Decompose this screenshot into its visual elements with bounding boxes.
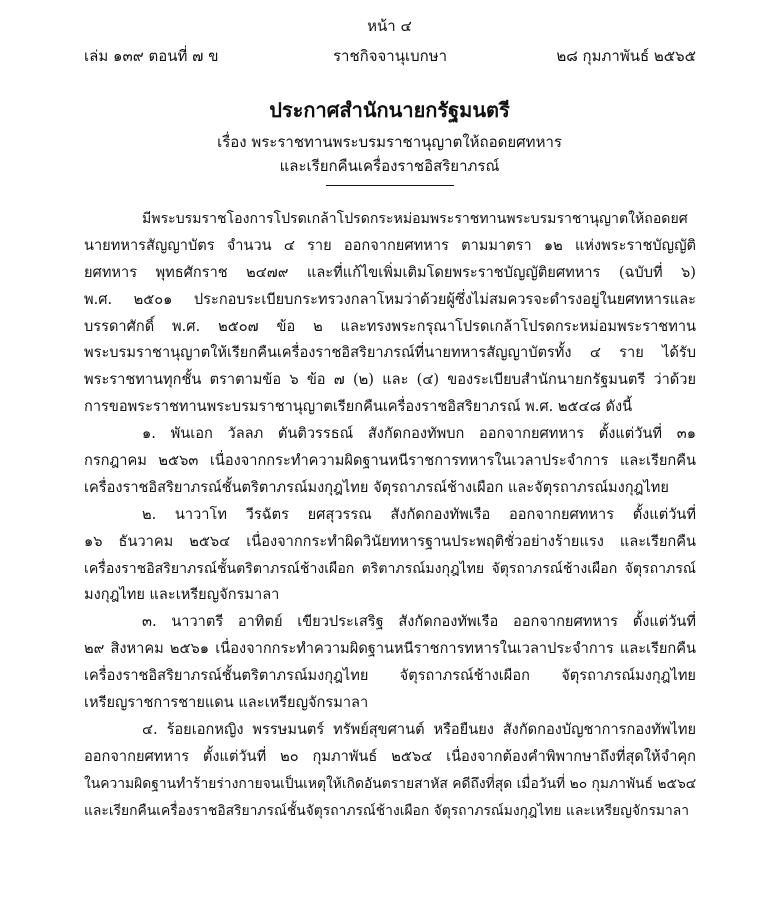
text-line: และเรียกคืนเครื่องราชอิสริยาภรณ์ชั้นจัตุรถาภรณ์ช้างเผือก จัตุรถาภรณ์มงกุฎไทย และเหรียญจักรมาลา	[84, 802, 690, 819]
item-paragraph-3	[84, 609, 696, 717]
subject-line-1: เรื่อง พระราชทานพระบรมราชานุญาตให้ถอดยศทหาร	[217, 133, 562, 151]
title-divider	[326, 185, 454, 186]
announcement-body	[84, 206, 696, 824]
text-line: พ.ศ. ๒๕๐๑ ประกอบระเบียบกระทรวงกลาโหมว่าด้วยผู้ซึ่งไม่สมควรจะดำรงอยู่ในยศทหารและ	[84, 290, 696, 308]
announcement-subject	[0, 130, 779, 178]
text-line: พระราชทานทุกชั้น ตราตามข้อ ๖ ข้อ ๗ (๒) และ (๔) ของระเบียบสำนักนายกรัฐมนตรี ว่าด้วย	[84, 371, 696, 389]
text-line: เครื่องราชอิสริยาภรณ์ชั้นตริตาภรณ์มงกุฎไทย จัตุรถาภรณ์ช้างเผือก และจัตุรถาภรณ์มงกุฎไทย	[84, 478, 669, 496]
text-line: ในความผิดฐานทำร้ายร่างกายจนเป็นเหตุให้เกิดอันตรายสาหัส คดีถึงที่สุด เมื่อวันที่ ๒๐ กุมภาพันธ์ ๒๕๖๔	[84, 775, 697, 792]
item-paragraph-1	[84, 421, 696, 502]
intro-paragraph	[84, 206, 696, 421]
item-paragraph-2	[84, 502, 696, 610]
text-line: ๒๙ สิงหาคม ๒๕๖๑ เนื่องจากกระทำความผิดฐานหนีราชการทหารในเวลาประจำการ และเรียกคืน	[84, 640, 696, 658]
subject-line-2: และเรียกคืนเครื่องราชอิสริยาภรณ์	[279, 157, 500, 175]
gazette-name: ราชกิจจานุเบกษา	[332, 47, 448, 65]
announcement-title: ประกาศสำนักนายกรัฐมนตรี	[269, 98, 510, 122]
text-line: บรรดาศักดิ์ พ.ศ. ๒๕๐๗ ข้อ ๒ และทรงพระกรุณาโปรดเกล้าโปรดกระหม่อมพระราชทาน	[84, 317, 696, 335]
text-line: ๓. นาวาตรี อาทิตย์ เขียวประเสริฐ สังกัดกองทัพเรือ ออกจากยศทหาร ตั้งแต่วันที่	[142, 613, 696, 631]
publication-date: ๒๘ กุมภาพันธ์ ๒๕๖๕	[556, 47, 696, 65]
text-line: มีพระบรมราชโองการโปรดเกล้าโปรดกระหม่อมพระราชทานพระบรมราชานุญาตให้ถอดยศ	[142, 211, 688, 227]
text-line: ยศทหาร พุทธศักราช ๒๔๗๙ และที่แก้ไขเพิ่มเติมโดยพระราชบัญญัติยศทหาร (ฉบับที่ ๖)	[84, 263, 696, 281]
text-line: เหรียญราชการชายแดน และเหรียญจักรมาลา	[84, 694, 369, 712]
text-line: ออกจากยศทหาร ตั้งแต่วันที่ ๒๐ กุมภาพันธ์ ๒๕๖๔ เนื่องจากต้องคำพิพากษาถึงที่สุดให้จำคุก	[84, 747, 696, 765]
volume-issue: เล่ม ๑๓๙ ตอนที่ ๗ ข	[84, 47, 219, 65]
text-line: นายทหารสัญญาบัตร จำนวน ๔ ราย ออกจากยศทหาร ตามมาตรา ๑๒ แห่งพระราชบัญญัติ	[84, 236, 696, 254]
item-paragraph-4	[84, 717, 696, 825]
text-line: ๑๖ ธันวาคม ๒๕๖๔ เนื่องจากกระทำผิดวินัยทหารฐานประพฤติชั่วอย่างร้ายแรง และเรียกคืน	[84, 532, 696, 550]
text-line: ๑. พันเอก วัลลภ ตันติวรรธณ์ สังกัดกองทัพบก ออกจากยศทหาร ตั้งแต่วันที่ ๓๑	[142, 425, 696, 443]
page-number: หน้า ๔	[367, 17, 412, 35]
text-line: กรกฎาคม ๒๕๖๓ เนื่องจากกระทำความผิดฐานหนีราชการทหารในเวลาประจำการ และเรียกคืน	[84, 452, 696, 470]
text-line: ๒. นาวาโท วีรฉัตร ยศสุวรรณ สังกัดกองทัพเรือ ออกจากยศทหาร ตั้งแต่วันที่	[142, 505, 696, 523]
text-line: เครื่องราชอิสริยาภรณ์ชั้นตริตาภรณ์ช้างเผือก ตริตาภรณ์มงกุฎไทย จัตุรถาภรณ์ช้างเผือก จัตุรถาภรณ์	[84, 560, 696, 577]
text-line: การขอพระราชทานพระบรมราชานุญาตเรียกคืนเครื่องราชอิสริยาภรณ์ พ.ศ. ๒๕๔๘ ดังนี้	[84, 398, 633, 416]
text-line: ๔. ร้อยเอกหญิง พรรษมนตร์ ทรัพย์สุขศานต์ หรือยืนยง สังกัดกองบัญชาการกองทัพไทย	[142, 720, 696, 738]
text-line: พระบรมราชานุญาตให้เรียกคืนเครื่องราชอิสริยาภรณ์ที่นายทหารสัญญาบัตรทั้ง ๔ ราย ได้รับ	[84, 344, 696, 362]
text-line: มงกุฎไทย และเหรียญจักรมาลา	[84, 586, 280, 604]
text-line: เครื่องราชอิสริยาภรณ์ชั้นตริตาภรณ์มงกุฎไทย จัตุรถาภรณ์ช้างเผือก จัตุรถาภรณ์มงกุฎไทย	[84, 667, 696, 685]
